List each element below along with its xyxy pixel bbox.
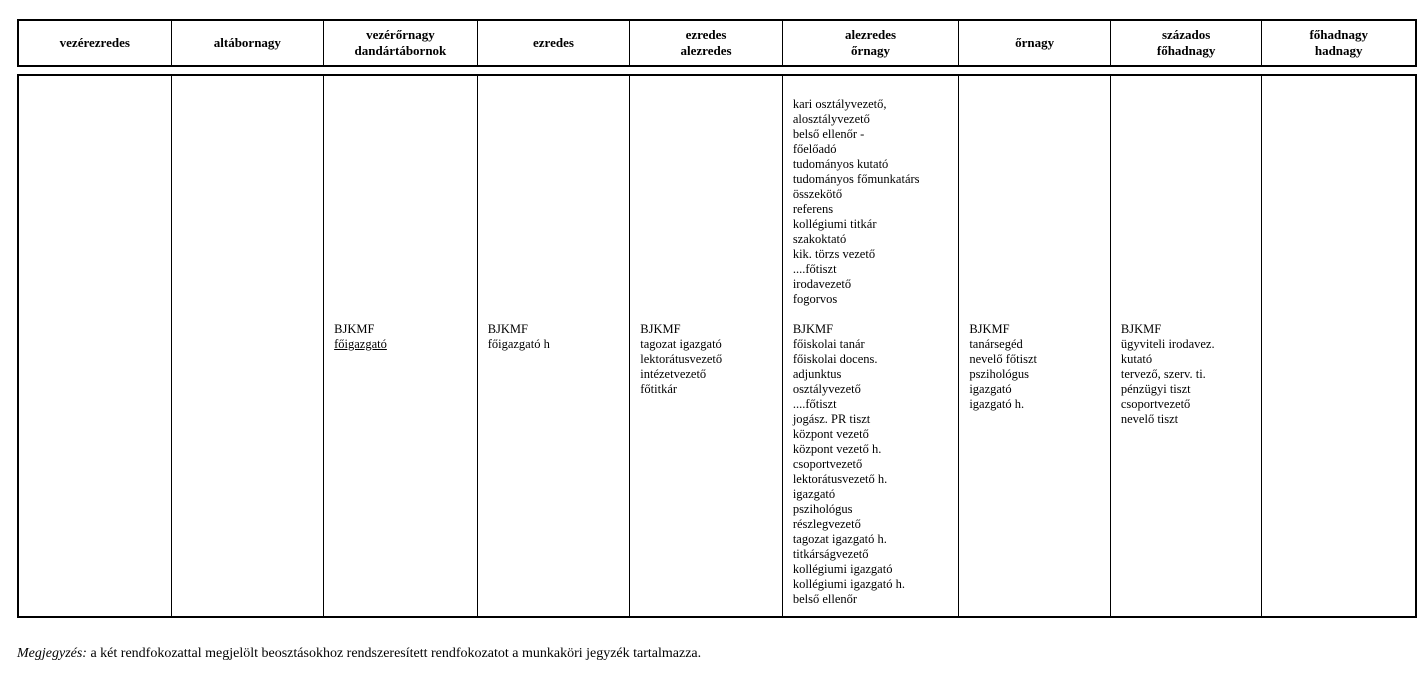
position-item: ....főtiszt (792, 262, 837, 276)
position-item: összekötő (792, 187, 843, 201)
position-item: főigazgató h (487, 337, 550, 351)
position-item: intézetvezető (640, 367, 707, 381)
position-item: részlegvezető (792, 517, 861, 531)
body-cell-altabornagy (172, 76, 325, 616)
header-cell-3: vezérőrnagy dandártábornok (324, 21, 478, 65)
position-item: lektorátusvezető h. (792, 472, 888, 486)
position-item: kollégiumi igazgató h. (792, 577, 905, 591)
cell-block (969, 322, 1037, 412)
body-cell-fohadnagy (1262, 76, 1415, 616)
position-item: igazgató (792, 487, 836, 501)
position-item: irodavezető (792, 277, 852, 291)
body-cell-ezredes (478, 76, 631, 616)
position-item: tagozat igazgató h. (792, 532, 887, 546)
position-item: lektorátusvezető (640, 352, 723, 366)
body-cell-ezredes-alezredes (630, 76, 783, 616)
position-item: igazgató (969, 382, 1012, 396)
table-header-row (17, 19, 1417, 67)
cell-block (1121, 322, 1215, 427)
position-item: tanársegéd (969, 337, 1023, 351)
position-item: főigazgató (334, 337, 387, 351)
position-item: központ vezető (792, 427, 869, 441)
org-name: BJKMF (1120, 322, 1162, 336)
org-name: BJKMF (640, 322, 681, 336)
cell-block (793, 322, 905, 607)
body-cell-vezerezredes (19, 76, 172, 616)
position-item: nevelő tiszt (1120, 412, 1179, 426)
header-cell-7: őrnagy (959, 21, 1111, 65)
position-item: pszihológus (969, 367, 1030, 381)
position-item: kik. törzs vezető (792, 247, 876, 261)
position-item: alosztályvezető (792, 112, 870, 126)
body-cell-ornagy (959, 76, 1111, 616)
body-cell-vezerornagy (324, 76, 478, 616)
position-item: belső ellenőr (792, 592, 858, 606)
footnote-text: a két rendfokozattal megjelölt beosztásokhoz rendszeresített rendfokozatot a munkaköri jegyzék tartalmazza. (86, 646, 702, 661)
header-cell-2: altábornagy (172, 21, 325, 65)
header-cell-1: vezérezredes (19, 21, 172, 65)
cell-block (488, 322, 550, 352)
position-item: tudományos főmunkatárs (792, 172, 920, 186)
header-cell-5: ezredes alezredes (630, 21, 783, 65)
position-item: főelőadó (792, 142, 837, 156)
position-item: tervező, szerv. ti. (1120, 367, 1206, 381)
position-item: főiskolai docens. (792, 352, 878, 366)
position-item: referens (792, 202, 834, 216)
position-item: jogász. PR tiszt (792, 412, 871, 426)
header-cell-6: alezredes őrnagy (783, 21, 959, 65)
cell-top-block (793, 97, 920, 307)
cell-block (334, 322, 387, 352)
cell-block (640, 322, 722, 397)
footnote (17, 646, 701, 662)
position-item: szakoktató (792, 232, 847, 246)
position-item: tagozat igazgató (640, 337, 722, 351)
position-item: központ vezető h. (792, 442, 882, 456)
position-item: kollégiumi igazgató (792, 562, 893, 576)
position-item: ....főtiszt (792, 397, 837, 411)
position-item: igazgató h. (969, 397, 1025, 411)
position-item: nevelő főtiszt (969, 352, 1038, 366)
position-item: főiskolai tanár (792, 337, 865, 351)
footnote-label: Megjegyzés: (17, 646, 87, 661)
position-item: kollégiumi titkár (792, 217, 877, 231)
position-item: titkárságvezető (792, 547, 869, 561)
position-item: csoportvezető (792, 457, 863, 471)
position-item: osztályvezető (792, 382, 861, 396)
body-cell-alezredes-ornagy (783, 76, 960, 616)
position-item: pszihológus (792, 502, 853, 516)
header-cell-8: százados főhadnagy (1111, 21, 1263, 65)
org-name: BJKMF (792, 322, 834, 336)
position-item: kutató (1120, 352, 1153, 366)
org-name: BJKMF (969, 322, 1010, 336)
position-item: ügyviteli irodavez. (1120, 337, 1215, 351)
position-item: csoportvezető (1120, 397, 1191, 411)
position-item: főtitkár (640, 382, 678, 396)
position-item: kari osztályvezető, (792, 97, 887, 111)
org-name: BJKMF (334, 322, 375, 336)
org-name: BJKMF (487, 322, 528, 336)
table-body-row (17, 74, 1417, 618)
position-item: adjunktus (792, 367, 842, 381)
position-item: pénzügyi tiszt (1120, 382, 1191, 396)
position-item: belső ellenőr - (792, 127, 865, 141)
position-item: fogorvos (792, 292, 838, 306)
header-cell-4: ezredes (478, 21, 631, 65)
position-item: tudományos kutató (792, 157, 889, 171)
body-cell-szazados (1111, 76, 1263, 616)
header-cell-9: főhadnagy hadnagy (1309, 27, 1368, 58)
